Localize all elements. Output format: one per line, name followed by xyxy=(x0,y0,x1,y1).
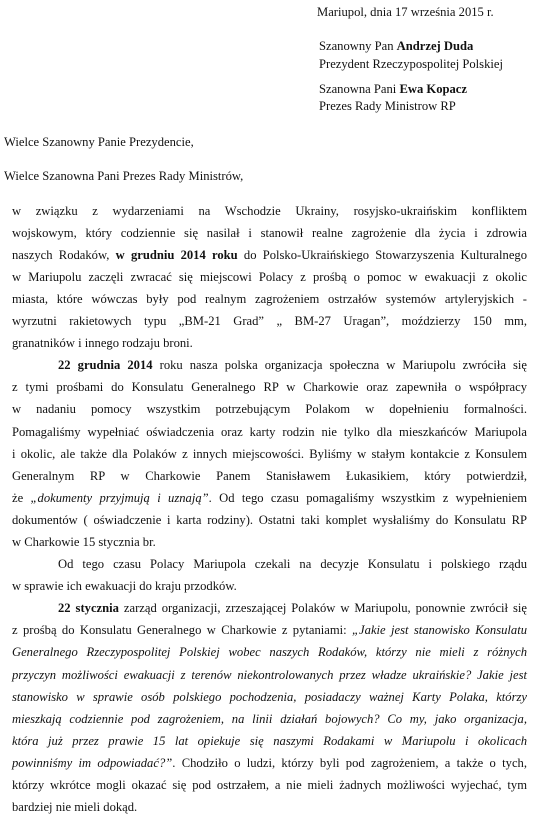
p4-date-highlight: 22 stycznia xyxy=(58,601,119,616)
p4-line-3: Generalnego Rzeczypospolitej Polskiej wobec naszych Rodaków, którzy nie mieli z różnych xyxy=(12,645,527,660)
p1-line-3-start: naszych Rodaków, xyxy=(12,247,116,262)
addressee-1-title: Prezydent Rzeczypospolitej Polskiej xyxy=(319,56,503,71)
p2-line-6: Generalnym RP w Charkowie Panem Stanisławem Łukasikiem, który potwierdził, xyxy=(12,468,527,483)
addressee-1-name: Andrzej Duda xyxy=(396,39,474,54)
p4-line-1-end: zarząd organizacji, zrzeszającej Polaków w Mariupolu, ponownie zwrócił się xyxy=(118,601,528,616)
p4-line-1 xyxy=(58,600,527,616)
p2-date-highlight: 22 grudnia 2014 xyxy=(58,358,153,373)
p1-line-1: w związku z wydarzeniami na Wschodzie Ukrainy, rosyjsko-ukraińskim konfliktem xyxy=(12,203,527,218)
p1-line-3-end: do Polsko-Ukraińskiego Stowarzyszenia Kulturalnego xyxy=(237,247,527,262)
greeting-prime-minister: Wielce Szanowna Pani Prezes Rady Ministrów, xyxy=(4,169,244,184)
p2-line-1-end: roku nasza polska organizacja społeczna w Mariupolu zwróciła się xyxy=(152,358,527,373)
p1-line-2: wojskowym, który codziennie się nasilał i stanowił realne zagrożenie dla życia i zdrowia xyxy=(12,225,527,240)
p2-line-7-end: . Od tego czasu pomagaliśmy wszystkim z wypełnieniem xyxy=(208,490,527,505)
addressee-2-title: Prezes Rady Ministrow RP xyxy=(319,99,456,113)
p2-quote: „dokumenty przyjmują i uznają” xyxy=(30,490,209,505)
greeting-president: Wielce Szanowny Panie Prezydencie, xyxy=(4,135,194,150)
p1-line-3 xyxy=(12,247,527,263)
p4-line-9: którzy wkrótce mogli okazać się pod ostrzałem, a nie mieli żadnych możliwości wyjechać, tym xyxy=(12,777,527,792)
addressee-1-salutation: Szanowny Pan xyxy=(319,39,397,54)
p4-quote-end: powinniśmy im odpowiadać?” xyxy=(12,755,173,770)
addressee-2-name: Ewa Kopacz xyxy=(399,81,467,96)
p4-line-5: stanowisko w sprawie osób polskiego pochodzenia, posiadaczy ważnej Karty Polaka, którzy xyxy=(12,689,527,704)
p4-quote-start: „Jakie jest stanowisko Konsulatu xyxy=(352,623,527,638)
p3-line-1: Od tego czasu Polacy Mariupola czekali na decyzje Konsulatu i polskiego rządu xyxy=(58,557,527,571)
addressee-1-line xyxy=(319,38,473,54)
p4-line-7: która już przez prawie 15 lat opiekuje się naszymi Rodakami w Mariupolu i okolicach xyxy=(12,733,527,748)
p2-line-9: w Charkowie 15 stycznia br. xyxy=(12,534,156,549)
p2-line-7 xyxy=(12,490,527,506)
p2-line-5: i okolic, ale także dla Polaków z innych miejscowości. Byliśmy w stałym kontakcie z Konsulem xyxy=(12,446,527,461)
p2-line-4: Pomagaliśmy wypełniać oświadczenia oraz karty rodzin nie tylko dla mieszkańców Mariupola xyxy=(12,424,527,439)
p4-line-6: mieszkają codziennie pod zagrożeniem, na linii działań bojowych? Co my, jako organizacja, xyxy=(12,711,527,726)
p4-line-4: przyczyn możliwości ewakuacji z terenów niekontrolowanych przez władze ukraińskie? Jakie jest xyxy=(12,667,527,682)
p4-line-8 xyxy=(12,755,527,771)
p1-line-5: miasta, które wówczas były pod realnym zagrożeniem ostrzałów systemów artyleryjskich - xyxy=(12,292,527,306)
p4-line-8-end: . Chodziło o ludzi, którzy byli pod zagrożeniem, a także o tych, xyxy=(172,755,527,770)
place-date: Mariupol, dnia 17 września 2015 r. xyxy=(317,4,494,19)
p1-line-6: wyrzutni rakietowych typu „BM-21 Grad” „ BM-27 Uragan”, moździerzy 150 mm, xyxy=(12,314,527,329)
addressee-2-line xyxy=(319,81,467,97)
p2-line-7-start: że xyxy=(12,490,31,505)
p2-line-3: w nadaniu pomocy wszystkim potrzebującym Polakom w dopełnieniu formalności. xyxy=(12,402,527,417)
p1-date-highlight: w grudniu 2014 roku xyxy=(115,247,238,262)
addressee-2-salutation: Szanowna Pani xyxy=(319,81,400,96)
p1-line-7: granatników i innego rodzaju broni. xyxy=(12,336,193,351)
p4-line-10: bardziej nie mieli dokąd. xyxy=(12,800,138,814)
p2-line-2: z tymi prośbami do Konsulatu Generalnego RP w Charkowie oraz zapewniła o współpracy xyxy=(12,380,527,395)
p1-line-4: w Mariupolu zaczęli zwracać się miejscowi Polacy z prośbą o pomoc w ewakuacji z okolic xyxy=(12,269,527,284)
p4-line-2-start: z prośbą do Konsulatu Generalnego w Charkowie z pytaniami: xyxy=(12,623,353,638)
p4-line-2 xyxy=(12,622,527,638)
p2-line-1 xyxy=(58,357,527,373)
p3-line-2: w sprawie ich ewakuacji do kraju przodków. xyxy=(12,579,237,594)
p2-line-8: dokumentów ( oświadczenie i karta rodziny). Ostatni taki komplet wysłaliśmy do Konsulatu RP xyxy=(12,512,527,527)
